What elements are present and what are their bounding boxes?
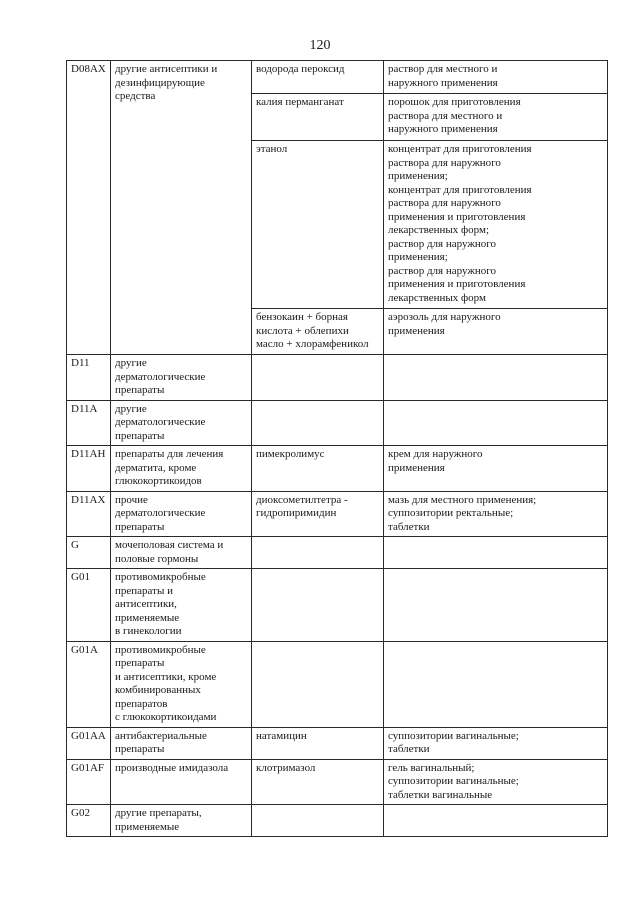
drug-name-cell [252,355,384,401]
dosage-form-line: лекарственных форм [388,291,486,304]
dosage-form-line: суппозитории вагинальные; [388,775,519,787]
dosage-form-subcell [384,309,607,354]
dosage-form-line: концентрат для приготовления [388,183,532,196]
dosage-form-cell [384,727,608,759]
table-body [67,61,608,837]
table-row [67,400,608,446]
dosage-form-cell [384,641,608,727]
group-text-line: препараты [115,429,165,442]
group-text-line: мочеполовая система и [115,539,224,551]
dosage-form-line: концентрат для приготовления [388,143,532,155]
group-text-line: препараты [115,657,165,669]
drug-name-cell [252,491,384,537]
group-text-line: дерматологические [115,507,206,519]
anatomical-group-cell [111,537,252,569]
group-text-line: в гинекологии [115,625,182,637]
group-text-line: половые гормоны [115,552,199,565]
dosage-form-line: суппозитории вагинальные; [388,729,519,742]
drug-name-line: диоксометилтетра - [256,493,348,506]
dosage-form-subcell [384,94,607,141]
atc-code-cell: G [67,537,111,569]
dosage-form-line: применения [388,461,445,474]
atc-code-cell: D11 [67,355,111,401]
dosage-form-line: применения и приготовления [388,210,526,223]
group-text-line: противомикробные [115,571,206,583]
atc-code-cell: G01 [67,569,111,642]
table-row [67,759,608,805]
anatomical-group-cell [111,355,252,401]
group-text-line: препараты [115,520,165,533]
atc-code-cell: D11A [67,400,111,446]
anatomical-group-cell [111,491,252,537]
atc-code-cell: D08AX [67,61,111,355]
drug-name-cell [252,727,384,759]
drug-name-subcell [252,61,383,94]
drug-name-subcell [252,309,383,354]
atc-code-cell: D11AH [67,446,111,492]
drug-name-line: натамицин [256,729,307,742]
atc-code-cell: G01A [67,641,111,727]
group-text-line: с глюкокортикоидами [115,711,217,723]
drug-name-cell [252,569,384,642]
group-text-line: антисептики, [115,598,177,610]
dosage-form-cell [384,355,608,401]
atc-code-cell: G01AA [67,727,111,759]
dosage-form-cell [384,446,608,492]
group-text-line: дерматологические [115,416,206,428]
drug-name-cell [252,537,384,569]
drug-name-line: гидропиримидин [256,507,337,519]
dosage-form-line: раствора для наружного [388,156,501,169]
drug-name-cell [252,61,384,355]
table-row [67,727,608,759]
drug-classification-table [66,60,608,837]
group-text-line: производные имидазола [115,761,229,774]
drug-name-cell [252,805,384,837]
dosage-form-cell [384,400,608,446]
dosage-form-line: раствора для местного и [388,109,503,122]
group-text-line: препараты [115,384,165,396]
drug-name-cell [252,446,384,492]
group-text-line: применяемые [115,611,180,624]
dosage-form-cell [384,491,608,537]
dosage-form-line: лекарственных форм; [388,224,490,236]
group-text-line: средства [115,90,156,102]
drug-name-line: масло + хлорамфеникол [256,338,369,350]
dosage-form-line: применения и приготовления [388,278,526,290]
drug-name-line: водорода пероксид [256,63,345,75]
dosage-form-line: порошок для приготовления [388,96,521,108]
group-text-line: дерматологические [115,370,206,383]
anatomical-group-cell [111,400,252,446]
dosage-form-line: таблетки вагинальные [388,788,493,801]
dosage-form-line: аэрозоль для наружного [388,311,501,323]
dosage-form-line: применения; [388,170,448,182]
group-text-line: противомикробные [115,643,206,656]
table-row [67,569,608,642]
group-text-line: препараты и [115,584,173,597]
group-text-line: другие [115,402,147,415]
dosage-form-line: крем для наружного [388,448,483,460]
table-row [67,61,608,355]
dosage-form-line: суппозитории ректальные; [388,507,514,519]
table-row [67,537,608,569]
drug-name-subcell [252,94,383,141]
anatomical-group-cell [111,61,252,355]
dosage-form-cell [384,805,608,837]
drug-name-line: бензокаин + борная [256,311,348,323]
drug-name-cell [252,759,384,805]
anatomical-group-cell [111,805,252,837]
group-text-line: применяемые [115,820,180,833]
dosage-form-line: раствор для наружного [388,237,497,250]
anatomical-group-cell [111,759,252,805]
dosage-form-line: раствор для местного и [388,63,498,75]
group-text-line: другие [115,357,147,369]
drug-name-line: пимекролимус [256,448,325,460]
dosage-form-line: наружного применения [388,76,498,89]
anatomical-group-cell [111,569,252,642]
group-text-line: другие препараты, [115,807,202,819]
group-text-line: препараты для лечения [115,448,224,460]
drug-name-line: этанол [256,143,288,155]
table-row [67,641,608,727]
dosage-form-subcell [384,61,607,94]
table-row [67,446,608,492]
group-text-line: и антисептики, кроме [115,670,217,683]
group-text-line: глюкокортикоидов [115,475,202,487]
dosage-form-subcell [384,141,607,309]
dosage-form-line: применения [388,324,445,337]
group-text-line: дерматита, кроме [115,461,197,474]
dosage-form-line: раствор для наружного [388,264,497,277]
drug-name-cell [252,400,384,446]
group-text-line: дезинфицирующие [115,76,205,89]
dosage-form-line: наружного применения [388,123,498,135]
drug-name-line: клотримазол [256,761,316,774]
dosage-form-line: применения; [388,251,448,263]
drug-name-line: кислота + облепихи [256,324,349,337]
group-text-line: препараты [115,743,165,755]
drug-name-cell [252,641,384,727]
dosage-form-line: таблетки [388,520,430,533]
group-text-line: препаратов [115,697,168,710]
dosage-form-cell [384,569,608,642]
anatomical-group-cell [111,641,252,727]
group-text-line: антибактериальные [115,729,207,742]
dosage-form-line: мазь для местного применения; [388,493,537,506]
atc-code-cell: G02 [67,805,111,837]
atc-code-cell: G01AF [67,759,111,805]
anatomical-group-cell [111,446,252,492]
dosage-form-line: гель вагинальный; [388,761,475,774]
table-row [67,355,608,401]
table-row [67,805,608,837]
group-text-line: комбинированных [115,684,201,696]
dosage-form-cell [384,61,608,355]
drug-name-subcell [252,141,383,309]
dosage-form-cell [384,537,608,569]
group-text-line: прочие [115,493,148,506]
dosage-form-cell [384,759,608,805]
page-number: 120 [309,38,331,53]
group-text-line: другие антисептики и [115,63,218,75]
atc-code-cell: D11AX [67,491,111,537]
table-row [67,491,608,537]
drug-name-line: калия перманганат [256,96,344,108]
dosage-form-line: раствора для наружного [388,197,501,209]
dosage-form-line: таблетки [388,743,430,755]
anatomical-group-cell [111,727,252,759]
